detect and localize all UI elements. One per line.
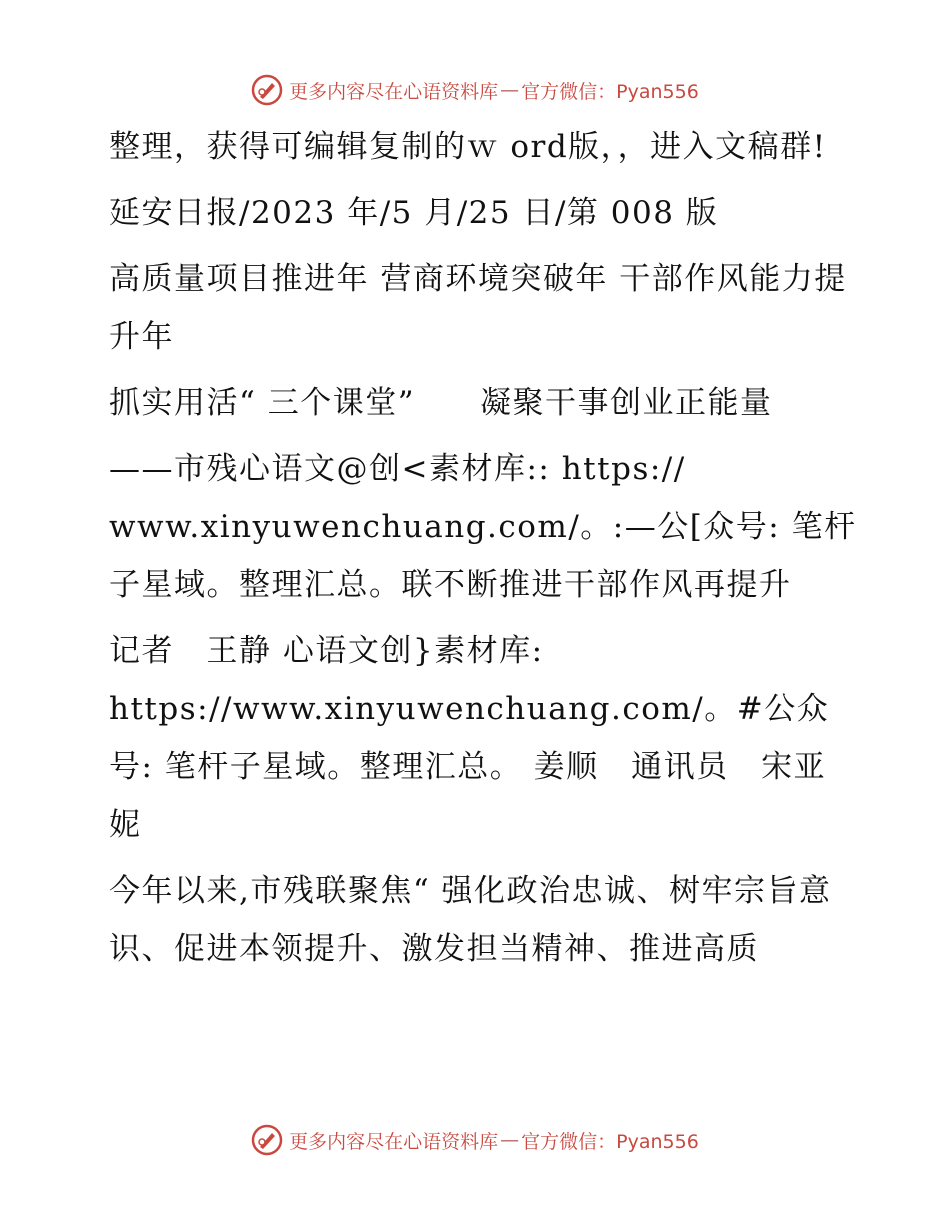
pen-logo-icon	[251, 74, 283, 106]
paragraph: 记者 王静 心语文创}素材库: https://www.xinyuwenchuang.com/。#公众号: 笔杆子星域。整理汇总。 姜顺 通讯员 宋亚妮	[109, 633, 830, 843]
banner-separator: —	[500, 1129, 520, 1151]
banner-wechat: 官方微信：Pyan556	[521, 80, 699, 103]
footer-banner	[0, 1120, 950, 1160]
paragraph: ——市残心语文@创<素材库:: https:// www.xinyuwenchuang.com/。:—公[众号: 笔杆子星域。整理汇总。联不断推进干部作风再提升	[109, 451, 857, 603]
banner-text: 更多内容尽在心语资料库	[289, 1130, 499, 1153]
paragraph: 延安日报/2023 年/5 月/25 日/第 008 版	[109, 195, 719, 231]
paragraph: 高质量项目推进年 营商环境突破年 干部作风能力提升年	[109, 261, 847, 355]
paragraph: 整理，获得可编辑复制的ｗ ord版，，进入文稿群!	[109, 129, 827, 165]
banner-wechat: 官方微信：Pyan556	[521, 1130, 699, 1153]
paragraph: 抓实用活“ 三个课堂” 凝聚干事创业正能量	[109, 385, 773, 421]
paragraph: 今年以来,市残联聚焦“ 强化政治忠诚、树牢宗旨意识、促进本领提升、激发担当精神、推进高质	[109, 873, 832, 967]
document-body	[97, 118, 857, 986]
banner-separator: —	[500, 79, 520, 101]
header-banner	[0, 70, 950, 110]
banner-text: 更多内容尽在心语资料库	[289, 80, 499, 103]
pen-logo-icon	[251, 1124, 283, 1156]
